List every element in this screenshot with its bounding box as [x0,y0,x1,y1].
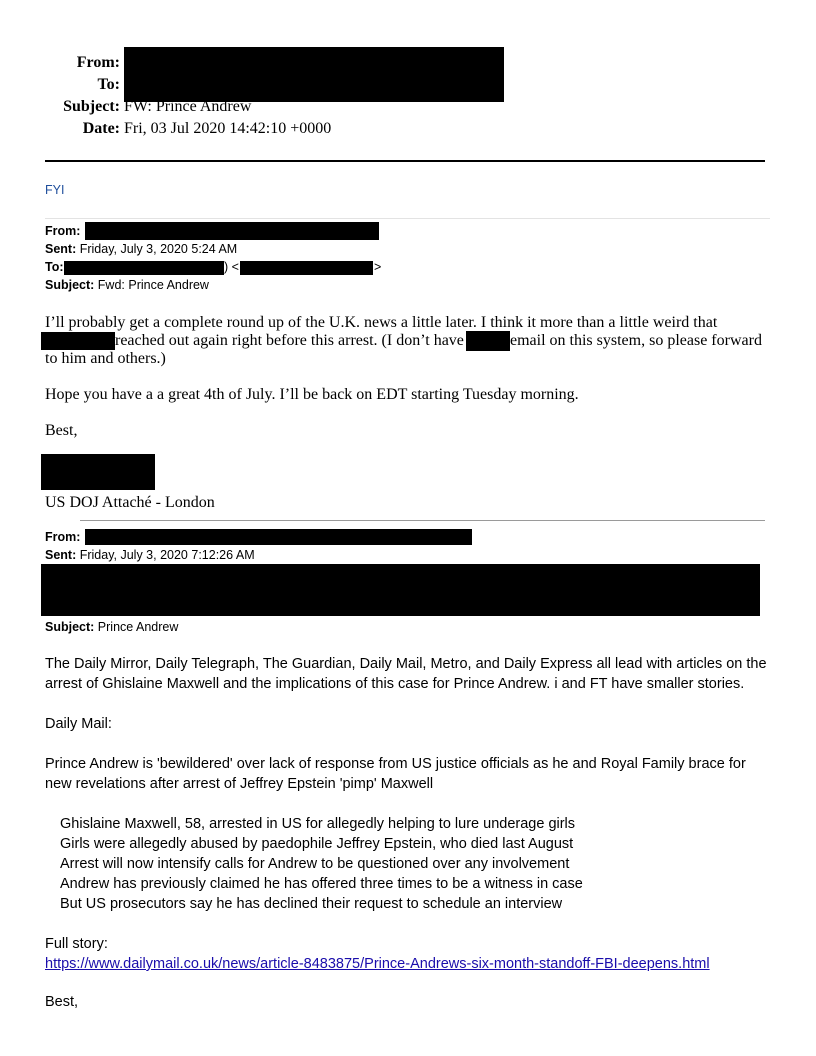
fwd1-para2: Hope you have a a great 4th of July. I’ll be back on EDT starting Tuesday morning. [45,386,579,403]
date-label: Date: [82,120,120,137]
fwd2-sent-label: Sent: [45,548,77,562]
fwd1-subject-label: Subject: [45,278,95,292]
fwd2-subject-label: Subject: [45,620,95,634]
to-label: To: [97,76,120,93]
fwd1-para1-line2b: email on this system, so please forward [510,332,762,349]
subject-label: Subject: [63,98,120,115]
fwd1-sent [45,242,237,256]
redacted-signature-name [41,454,155,490]
fyi-note: FYI [45,183,65,197]
summary-bullet: Arrest will now intensify calls for Andrew to be questioned over any involvement [60,856,570,872]
fwd1-signoff: Best, [45,422,78,439]
summary-bullet: But US prosecutors say he has declined their request to schedule an interview [60,896,563,912]
fwd2-sent [45,548,255,562]
redacted-recipients-block [41,564,760,616]
fwd2-headline-line2: new revelations after arrest of Jeffrey Epstein 'pimp' Maxwell [45,776,434,792]
redacted-to-name [64,261,224,275]
fwd2-source-label: Daily Mail: [45,716,112,732]
redacted-to-email [240,261,373,275]
from-label: From: [76,54,120,71]
message-divider [80,520,765,521]
forward-divider [45,218,770,219]
summary-bullet: Andrew has previously claimed he has offered three times to be a witness in case [60,876,583,892]
fwd1-para1-line3: to him and others.) [45,350,166,367]
header-divider [45,160,765,162]
fwd2-subject-value: Prince Andrew [97,620,179,634]
fwd1-to-label: To: [45,260,64,274]
fwd1-to [45,260,64,274]
date-value: Fri, 03 Jul 2020 14:42:10 +0000 [124,120,332,137]
fwd2-intro-line1: The Daily Mirror, Daily Telegraph, The Guardian, Daily Mail, Metro, and Daily Express all lead with articles on the [45,656,767,672]
fwd1-from [45,224,80,238]
redacted-name-inline [41,332,115,350]
fwd2-headline-line1: Prince Andrew is 'bewildered' over lack of response from US justice officials as he and Royal Family brace for [45,756,746,772]
fwd2-from-label: From: [45,530,81,544]
subject-value: FW: Prince Andrew [124,98,252,115]
fwd1-to-close: > [374,260,382,274]
fwd1-para1-line1: I’ll probably get a complete round up of the U.K. news a little later. I think it more than a little weird that [45,314,718,331]
article-link[interactable]: https://www.dailymail.co.uk/news/article-8483875/Prince-Andrews-six-month-standoff-FBI-deepens.html [45,956,710,972]
fwd1-from-label: From: [45,224,81,238]
fwd1-sent-value: Friday, July 3, 2020 5:24 AM [79,242,238,256]
fwd2-subject [45,620,178,634]
redacted-sender [85,222,379,240]
fwd2-intro-line2: arrest of Ghislaine Maxwell and the implications of this case for Prince Andrew. i and FT have smaller stories. [45,676,745,692]
fwd1-to-paren: ) < [224,260,239,274]
fwd2-from [45,530,80,544]
redacted-name-inline-2 [466,331,510,351]
redacted-recipient-block [124,47,504,102]
redacted-sender-2 [85,529,472,545]
fwd1-subject-value: Fwd: Prince Andrew [97,278,209,292]
fwd1-subject [45,278,209,292]
fwd1-sent-label: Sent: [45,242,77,256]
summary-bullet: Ghislaine Maxwell, 58, arrested in US for allegedly helping to lure underage girls [60,816,576,832]
fwd2-signoff: Best, [45,994,79,1010]
fwd2-sent-value: Friday, July 3, 2020 7:12:26 AM [79,548,255,562]
full-story-label: Full story: [45,936,108,952]
summary-bullet: Girls were allegedly abused by paedophile Jeffrey Epstein, who died last August [60,836,574,852]
fwd1-para1-line2a: reached out again right before this arrest. (I don’t have [115,332,464,349]
signature-title: US DOJ Attaché - London [45,494,215,511]
